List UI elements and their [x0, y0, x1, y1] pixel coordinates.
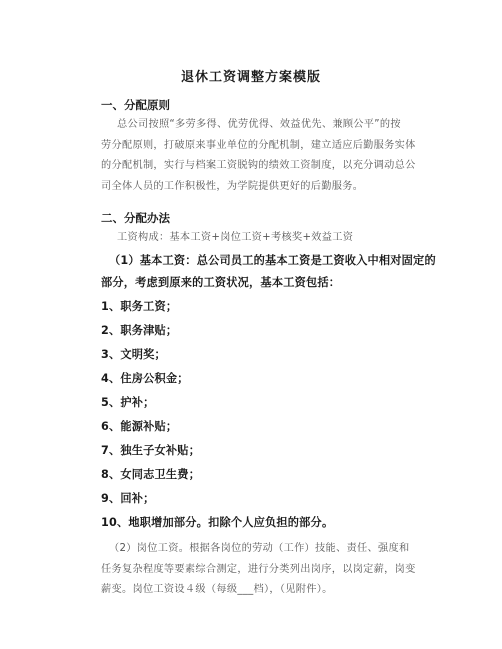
section-heading-principles: 一、分配原则	[101, 98, 170, 112]
paragraph-line: 的分配机制，实行与档案工资脱钩的绩效工资制度，以充分调动总公	[101, 160, 416, 171]
paragraph-line: 薪变。岗位工资设４级（每级___档），（见附件）。	[101, 584, 333, 595]
list-item: 1、职务工资；	[101, 300, 178, 313]
paragraph-line: 总公司按照“多劳多得、优劳优得、效益优先、兼顾公平”的按	[117, 119, 401, 130]
list-item: 9、回补；	[101, 492, 155, 505]
list-item: 7、独生子女补贴；	[101, 444, 201, 457]
base-salary-line-2: 部分，考虑到原来的工资状况，基本工资包括：	[101, 276, 341, 289]
paragraph-line: 司全体人员的工作积极性，为学院提供更好的后勤服务。	[101, 180, 364, 192]
document-title: 退休工资调整方案模版	[180, 70, 321, 85]
post-salary-paragraph	[109, 539, 439, 560]
paragraph-line: （2）岗位工资。根据各岗位的劳动（工作）技能、责任、强度和	[109, 543, 410, 554]
list-item: 8、女同志卫生费；	[101, 468, 201, 481]
principles-paragraph-cont	[101, 136, 431, 198]
list-item: 4、住房公积金；	[101, 372, 189, 385]
base-salary-line-1: （1）基本工资：总公司员工的基本工资是工资收入中相对固定的	[109, 254, 436, 267]
principles-paragraph	[117, 115, 447, 136]
list-item: 5、护补；	[101, 396, 155, 409]
salary-composition	[117, 228, 447, 249]
list-item: 2、职务津贴；	[101, 324, 178, 337]
paragraph-line: 任务复杂程度等要素综合测定，进行分类列出岗序，以岗定薪，岗变	[101, 563, 416, 575]
list-item: 6、能源补贴；	[101, 420, 178, 433]
section-heading-methods: 二、分配办法	[101, 211, 170, 225]
post-salary-paragraph-cont	[101, 560, 431, 601]
paragraph-line: 劳分配原则，打破原来事业单位的分配机制，建立适应后勤服务实体	[101, 139, 416, 151]
list-item: 10、地职增加部分。扣除个人应负担的部分。	[101, 516, 334, 529]
list-item: 3、文明奖；	[101, 348, 166, 361]
paragraph-line: 工资构成：基本工资+岗位工资+考核奖+效益工资	[117, 232, 354, 243]
